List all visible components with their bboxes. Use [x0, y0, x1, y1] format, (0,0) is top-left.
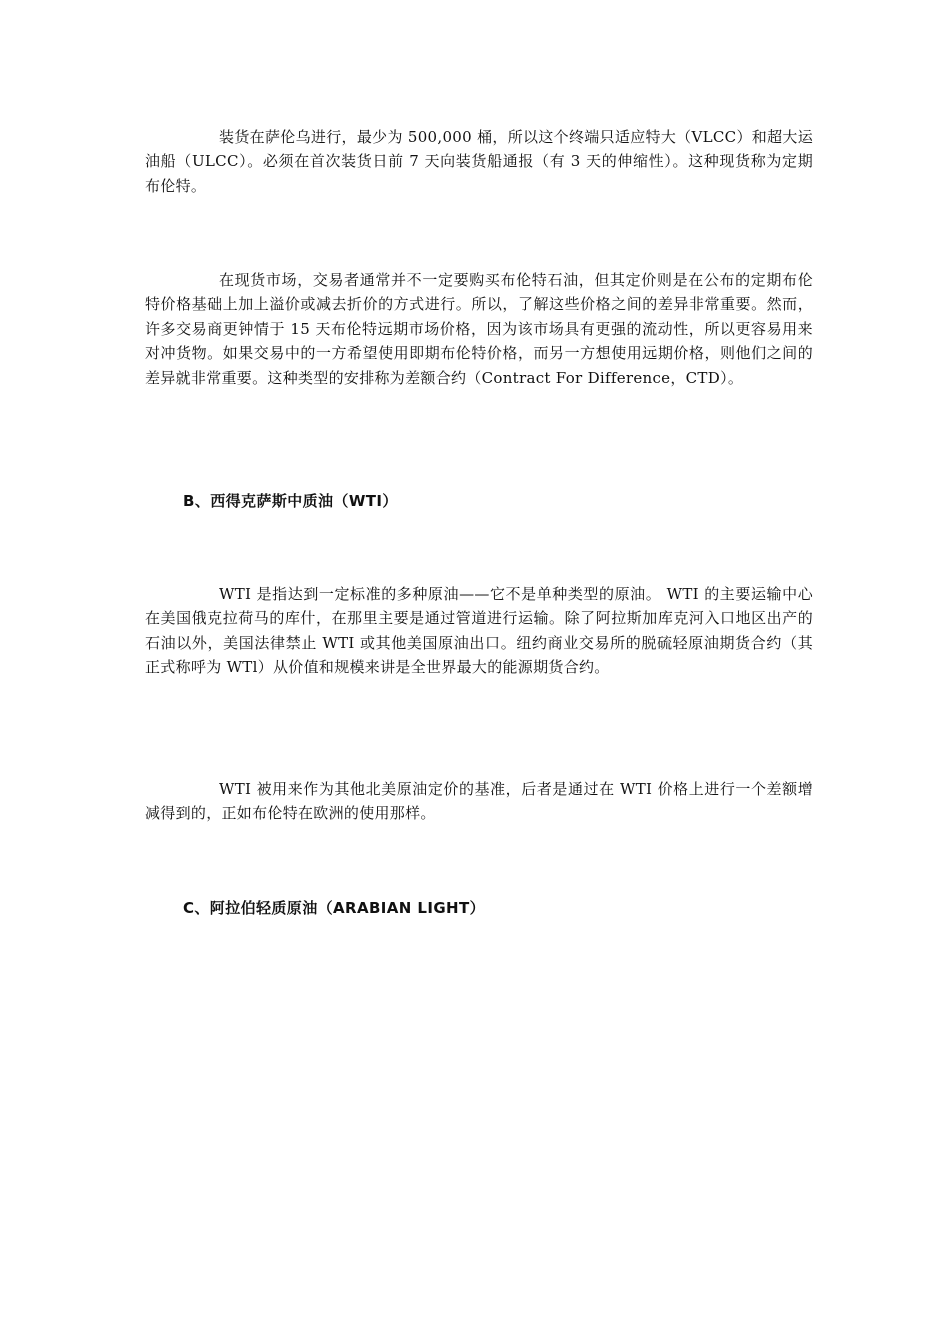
paragraph-wti-benchmark: WTI 被用来作为其他北美原油定价的基准，后者是通过在 WTI 价格上进行一个差额增减得到的，正如布伦特在欧洲的使用那样。: [145, 780, 813, 823]
section-heading-wti: B、西得克萨斯中质油（WTI）: [183, 492, 398, 510]
paragraph-brent-loading: 装货在萨伦乌进行，最少为 500,000 桶，所以这个终端只适应特大（VLCC）和超大运油船（ULCC）。必须在首次装货日前 7 天向装货船通报（有 3 天的伸缩性）。这种现货称为定期布伦特。: [145, 128, 813, 195]
paragraph-spot-market: 在现货市场，交易者通常并不一定要购买布伦特石油，但其定价则是在公布的定期布伦特价格基础上加上溢价或减去折价的方式进行。所以，了解这些价格之间的差异非常重要。然而，许多交易商更钟情于 15 天布伦特远期市场价格，因为该市场具有更强的流动性，所以更容易用来对冲货物。如果交易中的一方希望使用即期布伦特价格，而另一方想使用远期价格，则他们之间的差异就非常重要。这种类型的安排称为差额合约（Contract For Difference，CTD）。: [145, 271, 813, 387]
section-heading-arabian-light: C、阿拉伯轻质原油（ARABIAN LIGHT）: [183, 899, 486, 917]
paragraph-wti-definition: WTI 是指达到一定标准的多种原油——它不是单种类型的原油。 WTI 的主要运输中心在美国俄克拉荷马的库什，在那里主要是通过管道进行运输。除了阿拉斯加库克河入口地区出产的石油以外，美国法律禁止 WTI 或其他美国原油出口。纽约商业交易所的脱硫轻原油期货合约（其正式称呼为 WTl）从价值和规模来讲是全世界最大的能源期货合约。: [145, 585, 813, 677]
